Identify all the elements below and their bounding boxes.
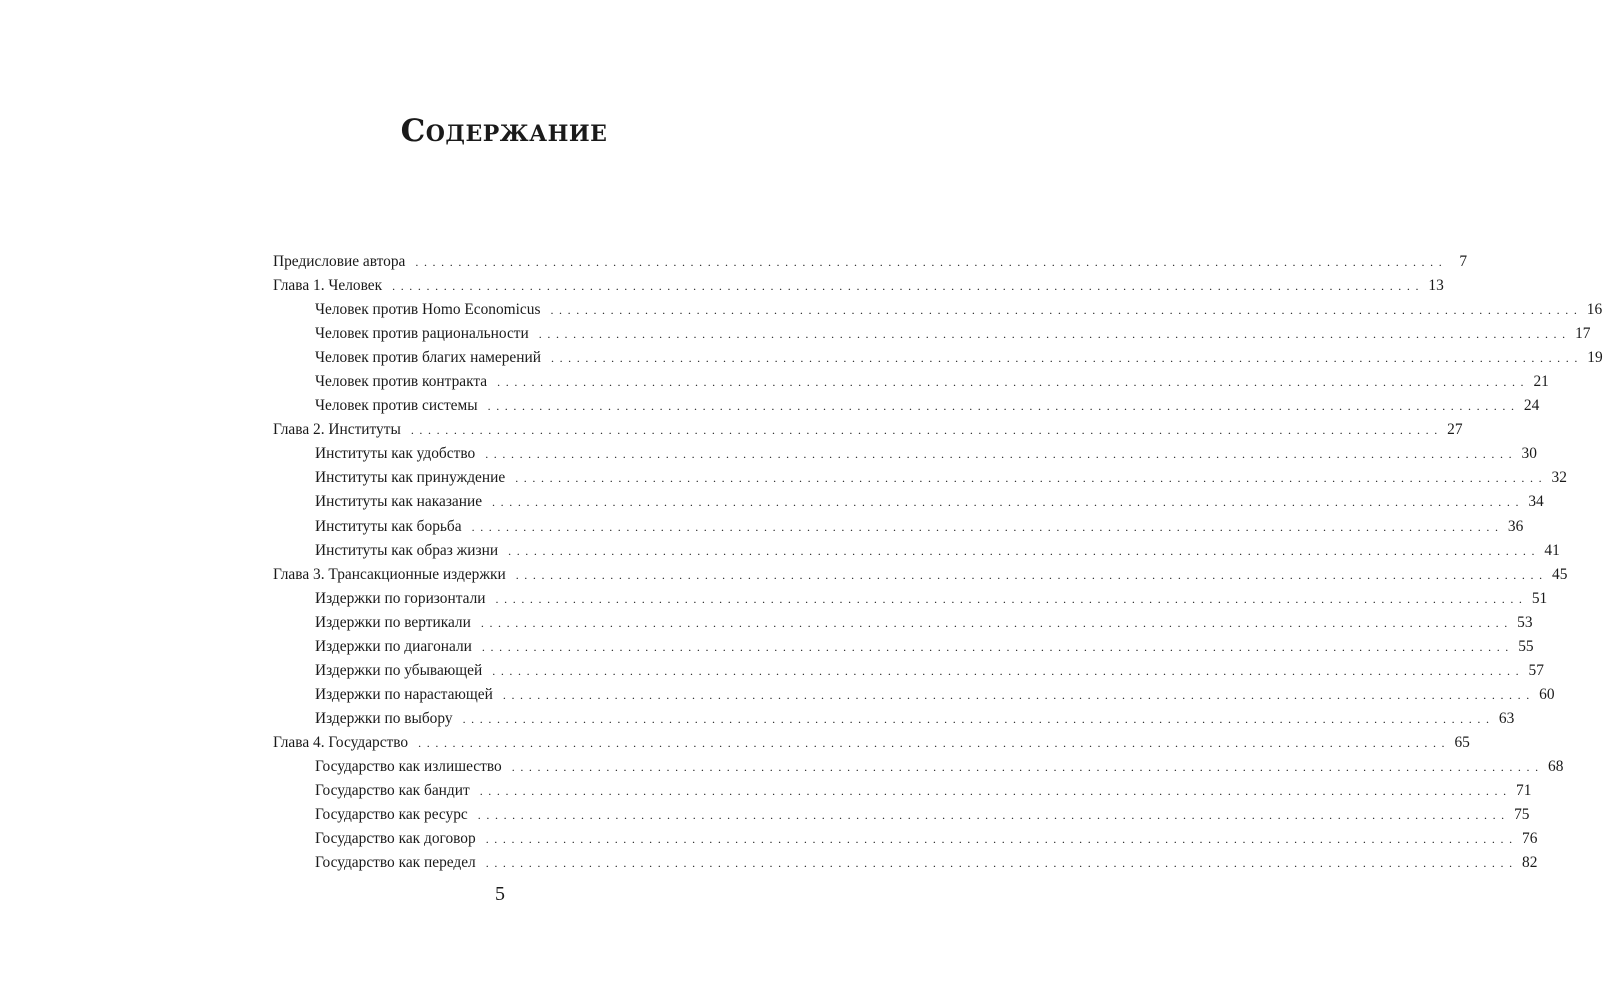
toc-dot-leader: . . . . . . . . . . . . . . . . . . . . . . . . . . . . . . . . . . . . . . . . . . . . . . . . . . . . . . . . . . . . . . . . . . . . . . . . . . . . . . . . . . . . . . . . . . . . . . . . . . . . . . . . . . . . . . . . . . . . . . . . bbox=[418, 735, 1446, 750]
toc-entry-page: 71 bbox=[1507, 779, 1531, 803]
toc-entry-page: 76 bbox=[1513, 827, 1537, 851]
toc-entry-page: 53 bbox=[1509, 611, 1533, 635]
toc-entry-label: Глава 3. Трансакционные издержки bbox=[273, 563, 516, 587]
toc-dot-leader: . . . . . . . . . . . . . . . . . . . . . . . . . . . . . . . . . . . . . . . . . . . . . . . . . . . . . . . . . . . . . . . . . . . . . . . . . . . . . . . . . . . . . . . . . . . . . . . . . . . . . . . . . . . . . . . . . . . . . . . . bbox=[487, 399, 1516, 414]
toc-entry-label: Глава 4. Государство bbox=[273, 731, 418, 755]
toc-entry-page: 36 bbox=[1499, 515, 1523, 539]
toc-entry-label: Глава 1. Человек bbox=[273, 274, 392, 298]
toc-dot-leader: . . . . . . . . . . . . . . . . . . . . . . . . . . . . . . . . . . . . . . . . . . . . . . . . . . . . . . . . . . . . . . . . . . . . . . . . . . . . . . . . . . . . . . . . . . . . . . . . . . . . . . . . . . . . . . . . . . . . . . . . bbox=[538, 327, 1567, 342]
toc-section-entry bbox=[273, 611, 1533, 635]
toc-entry-page: 45 bbox=[1543, 563, 1567, 587]
toc-dot-leader: . . . . . . . . . . . . . . . . . . . . . . . . . . . . . . . . . . . . . . . . . . . . . . . . . . . . . . . . . . . . . . . . . . . . . . . . . . . . . . . . . . . . . . . . . . . . . . . . . . . . . . . . . . . . . . . . . . . . . . . . bbox=[392, 279, 1420, 294]
toc-dot-leader: . . . . . . . . . . . . . . . . . . . . . . . . . . . . . . . . . . . . . . . . . . . . . . . . . . . . . . . . . . . . . . . . . . . . . . . . . . . . . . . . . . . . . . . . . . . . . . . . . . . . . . . . . . . . . . . . . . . . . . . . bbox=[508, 543, 1536, 558]
toc-section-entry bbox=[273, 659, 1544, 683]
toc-entry-page: 57 bbox=[1520, 659, 1544, 683]
toc-chapter-entry bbox=[273, 274, 1444, 298]
toc-chapter-entry bbox=[273, 731, 1470, 755]
toc-entry-label: Глава 2. Институты bbox=[273, 418, 411, 442]
toc-entry-page: 13 bbox=[1420, 274, 1444, 298]
toc-entry-label: Институты как наказание bbox=[315, 490, 492, 514]
toc-section-entry bbox=[273, 851, 1538, 875]
toc-section-entry bbox=[273, 539, 1560, 563]
toc-dot-leader: . . . . . . . . . . . . . . . . . . . . . . . . . . . . . . . . . . . . . . . . . . . . . . . . . . . . . . . . . . . . . . . . . . . . . . . . . . . . . . . . . . . . . . . . . . . . . . . . . . . . . . . . . . . . . . . . . . . . . . . . bbox=[492, 495, 1520, 510]
toc-dot-leader: . . . . . . . . . . . . . . . . . . . . . . . . . . . . . . . . . . . . . . . . . . . . . . . . . . . . . . . . . . . . . . . . . . . . . . . . . . . . . . . . . . . . . . . . . . . . . . . . . . . . . . . . . . . . . . . . . . . . . . . . bbox=[479, 784, 1508, 799]
toc-entry-label: Государство как бандит bbox=[315, 779, 480, 803]
toc-entry-page: 7 bbox=[1443, 250, 1467, 274]
toc-dot-leader: . . . . . . . . . . . . . . . . . . . . . . . . . . . . . . . . . . . . . . . . . . . . . . . . . . . . . . . . . . . . . . . . . . . . . . . . . . . . . . . . . . . . . . . . . . . . . . . . . . . . . . . . . . . . . . . . . . . . . . . . bbox=[495, 591, 1524, 606]
toc-dot-leader: . . . . . . . . . . . . . . . . . . . . . . . . . . . . . . . . . . . . . . . . . . . . . . . . . . . . . . . . . . . . . . . . . . . . . . . . . . . . . . . . . . . . . . . . . . . . . . . . . . . . . . . . . . . . . . . . . . . . . . . . bbox=[515, 567, 1544, 582]
toc-dot-leader: . . . . . . . . . . . . . . . . . . . . . . . . . . . . . . . . . . . . . . . . . . . . . . . . . . . . . . . . . . . . . . . . . . . . . . . . . . . . . . . . . . . . . . . . . . . . . . . . . . . . . . . . . . . . . . . . . . . . . . . . bbox=[462, 711, 1491, 726]
toc-entry-page: 63 bbox=[1490, 707, 1514, 731]
toc-entry-label: Издержки по горизонтали bbox=[315, 587, 496, 611]
toc-dot-leader: . . . . . . . . . . . . . . . . . . . . . . . . . . . . . . . . . . . . . . . . . . . . . . . . . . . . . . . . . . . . . . . . . . . . . . . . . . . . . . . . . . . . . . . . . . . . . . . . . . . . . . . . . . . . . . . . . . . . . . . . bbox=[515, 471, 1543, 486]
toc-chapter-entry bbox=[273, 418, 1463, 442]
toc-dot-leader: . . . . . . . . . . . . . . . . . . . . . . . . . . . . . . . . . . . . . . . . . . . . . . . . . . . . . . . . . . . . . . . . . . . . . . . . . . . . . . . . . . . . . . . . . . . . . . . . . . . . . . . . . . . . . . . . . . . . . . . . bbox=[485, 447, 1513, 462]
toc-dot-leader: . . . . . . . . . . . . . . . . . . . . . . . . . . . . . . . . . . . . . . . . . . . . . . . . . . . . . . . . . . . . . . . . . . . . . . . . . . . . . . . . . . . . . . . . . . . . . . . . . . . . . . . . . . . . . . . . . . . . . . . . bbox=[410, 423, 1439, 438]
toc-entry-label: Предисловие автора bbox=[273, 250, 415, 274]
page-number: 5 bbox=[495, 883, 505, 905]
toc-section-entry bbox=[273, 490, 1544, 514]
toc-dot-leader: . . . . . . . . . . . . . . . . . . . . . . . . . . . . . . . . . . . . . . . . . . . . . . . . . . . . . . . . . . . . . . . . . . . . . . . . . . . . . . . . . . . . . . . . . . . . . . . . . . . . . . . . . . . . . . . . . . . . . . . . bbox=[550, 351, 1579, 366]
toc-entry-page: 16 bbox=[1578, 298, 1602, 322]
toc-entry-label: Издержки по вертикали bbox=[315, 611, 481, 635]
toc-entry-label: Институты как удобство bbox=[315, 442, 485, 466]
toc-entry-page: 82 bbox=[1513, 851, 1537, 875]
toc-entry-page: 68 bbox=[1539, 755, 1563, 779]
toc-entry-page: 65 bbox=[1446, 731, 1470, 755]
toc-entry-page: 21 bbox=[1525, 370, 1549, 394]
toc-section-entry bbox=[273, 346, 1603, 370]
toc-dot-leader: . . . . . . . . . . . . . . . . . . . . . . . . . . . . . . . . . . . . . . . . . . . . . . . . . . . . . . . . . . . . . . . . . . . . . . . . . . . . . . . . . . . . . . . . . . . . . . . . . . . . . . . . . . . . . . . . . . . . . . . . bbox=[485, 832, 1514, 847]
toc-dot-leader: . . . . . . . . . . . . . . . . . . . . . . . . . . . . . . . . . . . . . . . . . . . . . . . . . . . . . . . . . . . . . . . . . . . . . . . . . . . . . . . . . . . . . . . . . . . . . . . . . . . . . . . . . . . . . . . . . . . . . . . . bbox=[480, 615, 1509, 630]
toc-dot-leader: . . . . . . . . . . . . . . . . . . . . . . . . . . . . . . . . . . . . . . . . . . . . . . . . . . . . . . . . . . . . . . . . . . . . . . . . . . . . . . . . . . . . . . . . . . . . . . . . . . . . . . . . . . . . . . . . . . . . . . . . bbox=[485, 856, 1514, 871]
toc-section-entry bbox=[273, 803, 1530, 827]
toc-entry-label: Государство как договор bbox=[315, 827, 486, 851]
toc-dot-leader: . . . . . . . . . . . . . . . . . . . . . . . . . . . . . . . . . . . . . . . . . . . . . . . . . . . . . . . . . . . . . . . . . . . . . . . . . . . . . . . . . . . . . . . . . . . . . . . . . . . . . . . . . . . . . . . . . . . . . . . . bbox=[502, 687, 1531, 702]
toc-section-entry bbox=[273, 707, 1515, 731]
toc-section-entry bbox=[273, 779, 1532, 803]
toc-entry-page: 27 bbox=[1439, 418, 1463, 442]
toc-dot-leader: . . . . . . . . . . . . . . . . . . . . . . . . . . . . . . . . . . . . . . . . . . . . . . . . . . . . . . . . . . . . . . . . . . . . . . . . . . . . . . . . . . . . . . . . . . . . . . . . . . . . . . . . . . . . . . . . . . . . . . . . bbox=[497, 375, 1525, 390]
toc-section-entry bbox=[273, 322, 1591, 346]
toc-entry-page: 51 bbox=[1523, 587, 1547, 611]
toc-entry-page: 60 bbox=[1531, 683, 1555, 707]
toc-section-entry bbox=[273, 587, 1548, 611]
toc-entry-page: 34 bbox=[1520, 490, 1544, 514]
toc-entry-label: Институты как принуждение bbox=[315, 466, 515, 490]
toc-entry-label: Государство как излишество bbox=[315, 755, 512, 779]
toc-dot-leader: . . . . . . . . . . . . . . . . . . . . . . . . . . . . . . . . . . . . . . . . . . . . . . . . . . . . . . . . . . . . . . . . . . . . . . . . . . . . . . . . . . . . . . . . . . . . . . . . . . . . . . . . . . . . . . . . . . . . . . . . bbox=[481, 639, 1510, 654]
toc-entry-page: 17 bbox=[1566, 322, 1590, 346]
table-of-contents bbox=[273, 250, 1603, 875]
toc-entry-label: Издержки по нарастающей bbox=[315, 683, 503, 707]
toc-section-entry bbox=[273, 827, 1538, 851]
toc-dot-leader: . . . . . . . . . . . . . . . . . . . . . . . . . . . . . . . . . . . . . . . . . . . . . . . . . . . . . . . . . . . . . . . . . . . . . . . . . . . . . . . . . . . . . . . . . . . . . . . . . . . . . . . . . . . . . . . . . . . . . . . . bbox=[477, 808, 1506, 823]
toc-entry-page: 75 bbox=[1505, 803, 1529, 827]
toc-dot-leader: . . . . . . . . . . . . . . . . . . . . . . . . . . . . . . . . . . . . . . . . . . . . . . . . . . . . . . . . . . . . . . . . . . . . . . . . . . . . . . . . . . . . . . . . . . . . . . . . . . . . . . . . . . . . . . . . . . . . . . . . bbox=[511, 760, 1540, 774]
toc-entry-label: Человек против системы bbox=[315, 394, 488, 418]
toc-entry-label: Человек против благих намерений bbox=[315, 346, 551, 370]
toc-dot-leader: . . . . . . . . . . . . . . . . . . . . . . . . . . . . . . . . . . . . . . . . . . . . . . . . . . . . . . . . . . . . . . . . . . . . . . . . . . . . . . . . . . . . . . . . . . . . . . . . . . . . . . . . . . . . . . . . . . . . . . . . bbox=[415, 255, 1444, 270]
toc-dot-leader: . . . . . . . . . . . . . . . . . . . . . . . . . . . . . . . . . . . . . . . . . . . . . . . . . . . . . . . . . . . . . . . . . . . . . . . . . . . . . . . . . . . . . . . . . . . . . . . . . . . . . . . . . . . . . . . . . . . . . . . . bbox=[550, 303, 1579, 318]
toc-section-entry bbox=[273, 515, 1524, 539]
toc-entry-label: Человек против контракта bbox=[315, 370, 497, 394]
toc-entry-page: 30 bbox=[1513, 442, 1537, 466]
toc-dot-leader: . . . . . . . . . . . . . . . . . . . . . . . . . . . . . . . . . . . . . . . . . . . . . . . . . . . . . . . . . . . . . . . . . . . . . . . . . . . . . . . . . . . . . . . . . . . . . . . . . . . . . . . . . . . . . . . . . . . . . . . . bbox=[492, 663, 1520, 678]
toc-entry-page: 24 bbox=[1515, 394, 1539, 418]
toc-entry-page: 19 bbox=[1579, 346, 1603, 370]
toc-entry-label: Издержки по диагонали bbox=[315, 635, 482, 659]
toc-section-entry bbox=[273, 442, 1537, 466]
toc-section-entry bbox=[273, 370, 1549, 394]
toc-dot-leader: . . . . . . . . . . . . . . . . . . . . . . . . . . . . . . . . . . . . . . . . . . . . . . . . . . . . . . . . . . . . . . . . . . . . . . . . . . . . . . . . . . . . . . . . . . . . . . . . . . . . . . . . . . . . . . . . . . . . . . . . bbox=[471, 519, 1500, 534]
toc-entry-label: Человек против Homo Economicus bbox=[315, 298, 550, 322]
toc-entry-page: 55 bbox=[1510, 635, 1534, 659]
toc-section-entry bbox=[273, 466, 1567, 490]
page-title: Содержание bbox=[400, 112, 608, 149]
toc-entry-label: Институты как образ жизни bbox=[315, 539, 508, 563]
toc-entry-label: Государство как ресурс bbox=[315, 803, 478, 827]
toc-entry-page: 32 bbox=[1543, 466, 1567, 490]
toc-section-entry bbox=[273, 683, 1555, 707]
toc-chapter-entry bbox=[273, 563, 1568, 587]
toc-entry-label: Человек против рациональности bbox=[315, 322, 539, 346]
toc-section-entry bbox=[273, 298, 1603, 322]
toc-entry-label: Государство как передел bbox=[315, 851, 486, 875]
toc-section-entry bbox=[273, 394, 1540, 418]
toc-section-entry bbox=[273, 755, 1564, 779]
toc-entry-label: Институты как борьба bbox=[315, 515, 472, 539]
toc-section-entry bbox=[273, 635, 1534, 659]
toc-chapter-entry bbox=[273, 250, 1468, 274]
toc-entry-label: Издержки по убывающей bbox=[315, 659, 492, 683]
toc-entry-label: Издержки по выбору bbox=[315, 707, 463, 731]
toc-entry-page: 41 bbox=[1536, 539, 1560, 563]
